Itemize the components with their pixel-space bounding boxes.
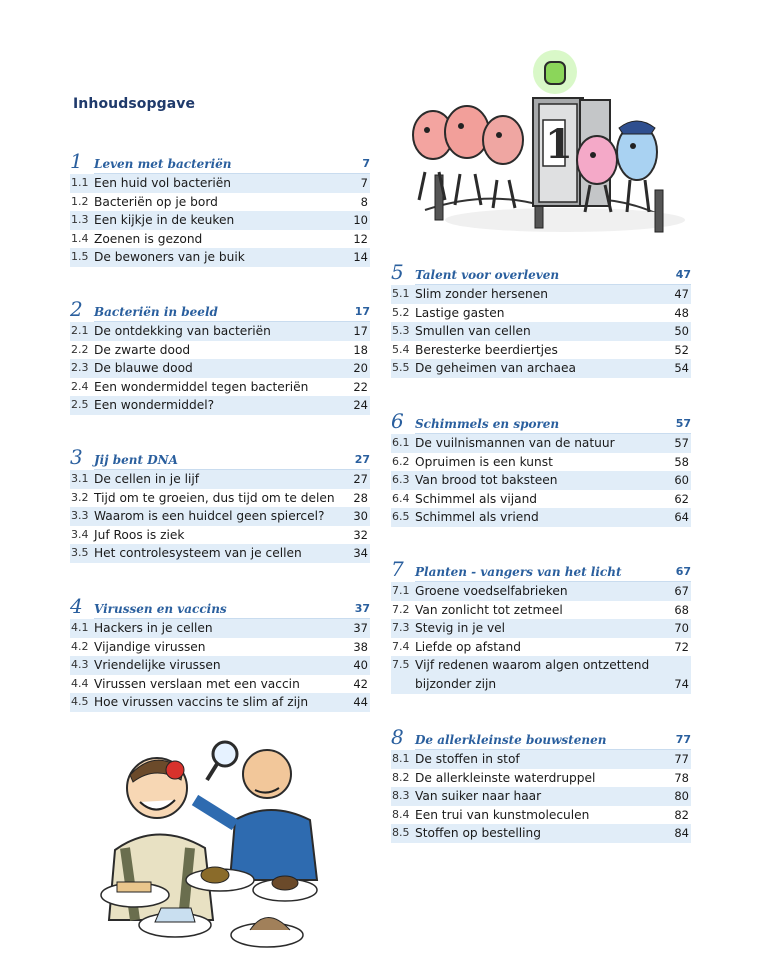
- chapter-heading[interactable]: [391, 725, 691, 750]
- toc-section-row[interactable]: [391, 601, 691, 620]
- section-title: Schimmel als vijand: [415, 491, 538, 506]
- section-number: 8.3: [392, 789, 410, 803]
- chapter-title: Jij bent DNA: [94, 453, 178, 467]
- section-page: 64: [674, 510, 689, 525]
- chapter-title: Talent voor overleven: [415, 268, 560, 282]
- toc-section-row[interactable]: [70, 526, 370, 545]
- chapter-6: [391, 409, 691, 527]
- chapter-8: [391, 725, 691, 843]
- section-title: Beresterke beerdiertjes: [415, 342, 558, 357]
- section-number: 2.2: [71, 342, 89, 356]
- chapter-1: [70, 149, 370, 267]
- section-number: 7.5: [392, 658, 410, 672]
- chapter-page: 77: [675, 733, 691, 746]
- section-title: Vijandige virussen: [94, 639, 206, 654]
- section-title: De ontdekking van bacteriën: [94, 324, 271, 338]
- chapter-page: 17: [354, 305, 370, 318]
- section-number: 5.2: [392, 305, 410, 319]
- section-title: Stevig in je vel: [415, 621, 506, 636]
- section-page: 47: [674, 287, 689, 301]
- section-title: Het controlesysteem van je cellen: [94, 546, 302, 561]
- section-title: Een wondermiddel?: [94, 398, 215, 413]
- chapter-heading[interactable]: [70, 594, 370, 619]
- section-title: Waarom is een huidcel geen spiercel?: [94, 509, 325, 524]
- toc-section-row[interactable]: [70, 341, 370, 360]
- section-title: De geheimen van archaea: [415, 361, 576, 376]
- gate-sign-number: 1: [545, 121, 573, 168]
- section-title: De stoffen in stof: [415, 752, 520, 766]
- chapter-number: 4: [70, 594, 83, 618]
- section-title: De cellen in je lijf: [94, 472, 200, 486]
- section-title: Hoe virussen vaccins te slim af zijn: [94, 695, 309, 710]
- chapter-number: 3: [70, 445, 83, 469]
- section-title: Opruimen is een kunst: [415, 454, 553, 469]
- section-page: 78: [674, 770, 689, 785]
- toc-section-row[interactable]: [391, 359, 691, 378]
- section-number: 1.1: [71, 176, 89, 189]
- chapter-page: 47: [675, 268, 691, 281]
- section-page: 80: [674, 789, 689, 804]
- section-number: 2.3: [71, 361, 89, 375]
- section-title: De allerkleinste waterdruppel: [415, 770, 596, 785]
- section-page: 17: [353, 324, 368, 338]
- section-page: 48: [674, 305, 689, 320]
- section-number: 2.4: [71, 379, 89, 393]
- section-title: Smullen van cellen: [415, 324, 531, 339]
- section-page: 30: [353, 509, 368, 524]
- toc-section-row[interactable]: [391, 285, 691, 304]
- section-number: 4.3: [71, 658, 89, 672]
- chapter-heading[interactable]: [70, 445, 370, 470]
- toc-section-row[interactable]: [70, 396, 370, 415]
- section-page: 20: [353, 361, 368, 376]
- chapter-3: [70, 445, 370, 563]
- toc-section-row[interactable]: [70, 322, 370, 341]
- toc-section-row[interactable]: [391, 582, 691, 601]
- chapter-number: 6: [391, 409, 404, 433]
- chapter-title: Virussen en vaccins: [94, 602, 227, 616]
- section-number: 3.3: [71, 509, 89, 523]
- section-number: 6.1: [392, 436, 410, 449]
- chapter-number: 2: [70, 297, 83, 321]
- section-page: 14: [353, 250, 368, 265]
- toc-section-row[interactable]: [70, 619, 370, 638]
- section-page: 38: [353, 639, 368, 654]
- section-number: 5.4: [392, 342, 410, 356]
- section-number: 8.5: [392, 826, 410, 840]
- chapter-heading[interactable]: [70, 297, 370, 322]
- section-number: 4.5: [71, 695, 89, 709]
- section-number: 4.1: [71, 621, 89, 634]
- toc-section-row[interactable]: [70, 544, 370, 563]
- section-number: 6.2: [392, 454, 410, 468]
- toc-section-row[interactable]: [70, 638, 370, 657]
- section-number: 3.2: [71, 490, 89, 504]
- section-number: 5.1: [392, 287, 410, 300]
- section-number: 2.5: [71, 398, 89, 412]
- section-title: Tijd om te groeien, dus tijd om te delen: [94, 490, 335, 505]
- section-number: 3.4: [71, 527, 89, 541]
- section-page: 34: [353, 546, 368, 561]
- chapter-page: 7: [362, 157, 370, 170]
- section-page: 77: [674, 752, 689, 766]
- cartoon-scientists-with-moldy-food-icon: [95, 730, 340, 960]
- page-title: Inhoudsopgave: [73, 96, 196, 112]
- section-page: 54: [674, 361, 689, 376]
- toc-section-row[interactable]: [70, 470, 370, 489]
- chapter-heading[interactable]: [70, 149, 370, 174]
- toc-section-row[interactable]: [70, 211, 370, 230]
- section-page: 68: [674, 602, 689, 617]
- chapter-number: 1: [70, 149, 83, 173]
- toc-section-row[interactable]: [391, 619, 691, 638]
- section-title: Vijf redenen waarom algen ontzettend: [415, 658, 650, 673]
- section-page: 22: [353, 379, 368, 394]
- section-title: Een wondermiddel tegen bacteriën: [94, 379, 309, 394]
- section-title: Van suiker naar haar: [415, 789, 542, 804]
- section-number: 1.5: [71, 250, 89, 264]
- section-title: Stoffen op bestelling: [415, 826, 542, 841]
- section-page: 32: [353, 527, 368, 542]
- section-number: 7.2: [392, 602, 410, 616]
- cartoon-bacteria-queue-icon: [405, 40, 705, 250]
- section-page: 60: [674, 473, 689, 488]
- section-number: 8.2: [392, 770, 410, 784]
- section-title: De blauwe dood: [94, 361, 193, 376]
- chapter-title: Bacteriën in beeld: [94, 305, 218, 319]
- chapter-heading[interactable]: [391, 409, 691, 434]
- section-number: 6.3: [392, 473, 410, 487]
- section-number: 3.1: [71, 472, 89, 485]
- section-number: 3.5: [71, 546, 89, 560]
- toc-section-row[interactable]: [391, 322, 691, 341]
- section-page: 40: [353, 658, 368, 673]
- section-number: 7.4: [392, 639, 410, 653]
- toc-section-row[interactable]: [70, 507, 370, 526]
- toc-section-row[interactable]: [391, 490, 691, 509]
- section-title: Zoenen is gezond: [94, 231, 203, 246]
- toc-section-row[interactable]: [70, 174, 370, 193]
- chapter-2: [70, 297, 370, 415]
- chapter-page: 27: [354, 453, 370, 466]
- section-title: Groene voedselfabrieken: [415, 584, 568, 598]
- toc-section-row[interactable]: [391, 675, 691, 694]
- section-title: Een huid vol bacteriën: [94, 176, 231, 190]
- toc-section-row[interactable]: [391, 787, 691, 806]
- chapter-5: [391, 260, 691, 378]
- section-page: 10: [353, 213, 368, 228]
- chapter-page: 67: [675, 565, 691, 578]
- section-title: Lastige gasten: [415, 305, 505, 320]
- section-page: 8: [360, 194, 368, 209]
- section-title: Liefde op afstand: [415, 639, 521, 654]
- section-title: Hackers in je cellen: [94, 621, 213, 635]
- section-number: 6.4: [392, 491, 410, 505]
- chapter-page: 57: [675, 417, 691, 430]
- section-title: Virussen verslaan met een vaccin: [94, 676, 300, 691]
- section-page: 12: [353, 231, 368, 246]
- toc-section-row[interactable]: [70, 193, 370, 212]
- section-page: 37: [353, 621, 368, 635]
- section-number: 8.1: [392, 752, 410, 765]
- toc-section-row[interactable]: [391, 656, 691, 675]
- section-page: 24: [353, 398, 368, 413]
- chapter-title: Planten - vangers van het licht: [415, 565, 622, 579]
- section-title: Een kijkje in de keuken: [94, 213, 235, 228]
- section-page: 67: [674, 584, 689, 598]
- chapter-4: [70, 594, 370, 712]
- chapter-number: 8: [391, 725, 404, 749]
- section-page: 84: [674, 826, 689, 841]
- section-page: 18: [353, 342, 368, 357]
- toc-section-row[interactable]: [70, 230, 370, 249]
- toc-section-row[interactable]: [70, 248, 370, 267]
- chapter-title: Schimmels en sporen: [415, 417, 560, 431]
- section-title: Van brood tot baksteen: [415, 473, 558, 488]
- toc-section-row[interactable]: [70, 489, 370, 508]
- chapter-number: 5: [391, 260, 404, 284]
- section-number: 6.5: [392, 510, 410, 524]
- section-number: 7.1: [392, 584, 410, 597]
- chapter-number: 7: [391, 557, 404, 581]
- section-number: 4.4: [71, 676, 89, 690]
- section-number: 1.2: [71, 194, 89, 208]
- section-page: 44: [353, 695, 368, 710]
- section-page: 28: [353, 490, 368, 505]
- section-page: 50: [674, 324, 689, 339]
- section-title: Vriendelijke virussen: [94, 658, 221, 673]
- chapter-heading[interactable]: [391, 557, 691, 582]
- chapter-heading[interactable]: [391, 260, 691, 285]
- toc-section-row[interactable]: [70, 359, 370, 378]
- toc-section-row[interactable]: [391, 750, 691, 769]
- section-page: 74: [674, 676, 689, 691]
- section-page: 70: [674, 621, 689, 636]
- section-page: 7: [360, 176, 368, 190]
- toc-section-row[interactable]: [391, 824, 691, 843]
- toc-section-row[interactable]: [70, 378, 370, 397]
- section-number: 1.4: [71, 231, 89, 245]
- section-title: Een trui van kunstmoleculen: [415, 807, 590, 822]
- chapter-7: [391, 557, 691, 694]
- toc-section-row[interactable]: [391, 453, 691, 472]
- section-number: 2.1: [71, 324, 89, 337]
- chapter-title: De allerkleinste bouwstenen: [415, 733, 607, 747]
- section-page: 62: [674, 491, 689, 506]
- section-page: 27: [353, 472, 368, 486]
- section-page: 52: [674, 342, 689, 357]
- section-page: 58: [674, 454, 689, 469]
- section-title: Juf Roos is ziek: [94, 527, 185, 542]
- toc-section-row[interactable]: [391, 638, 691, 657]
- section-number: 5.3: [392, 324, 410, 338]
- toc-section-row[interactable]: [391, 769, 691, 788]
- toc-section-row[interactable]: [391, 508, 691, 527]
- section-number: 4.2: [71, 639, 89, 653]
- toc-section-row[interactable]: [391, 304, 691, 323]
- section-number: 1.3: [71, 213, 89, 227]
- section-title: De vuilnismannen van de natuur: [415, 436, 615, 450]
- section-title: Van zonlicht tot zetmeel: [415, 602, 563, 617]
- section-number: 5.5: [392, 361, 410, 375]
- section-title: bijzonder zijn: [415, 676, 497, 691]
- section-number: 8.4: [392, 807, 410, 821]
- toc-section-row[interactable]: [391, 806, 691, 825]
- section-title: De zwarte dood: [94, 342, 191, 357]
- toc-section-row[interactable]: [70, 693, 370, 712]
- toc-section-row[interactable]: [391, 341, 691, 360]
- section-page: 42: [353, 676, 368, 691]
- section-page: 82: [674, 807, 689, 822]
- section-page: 72: [674, 639, 689, 654]
- section-number: 7.3: [392, 621, 410, 635]
- section-page: 57: [674, 436, 689, 450]
- section-title: Slim zonder hersenen: [415, 287, 548, 301]
- toc-section-row[interactable]: [70, 675, 370, 694]
- section-title: Bacteriën op je bord: [94, 194, 218, 209]
- chapter-title: Leven met bacteriën: [94, 157, 232, 171]
- section-title: De bewoners van je buik: [94, 250, 245, 265]
- toc-section-row[interactable]: [391, 434, 691, 453]
- toc-section-row[interactable]: [391, 471, 691, 490]
- section-title: Schimmel als vriend: [415, 510, 539, 525]
- chapter-page: 37: [354, 602, 370, 615]
- toc-section-row[interactable]: [70, 656, 370, 675]
